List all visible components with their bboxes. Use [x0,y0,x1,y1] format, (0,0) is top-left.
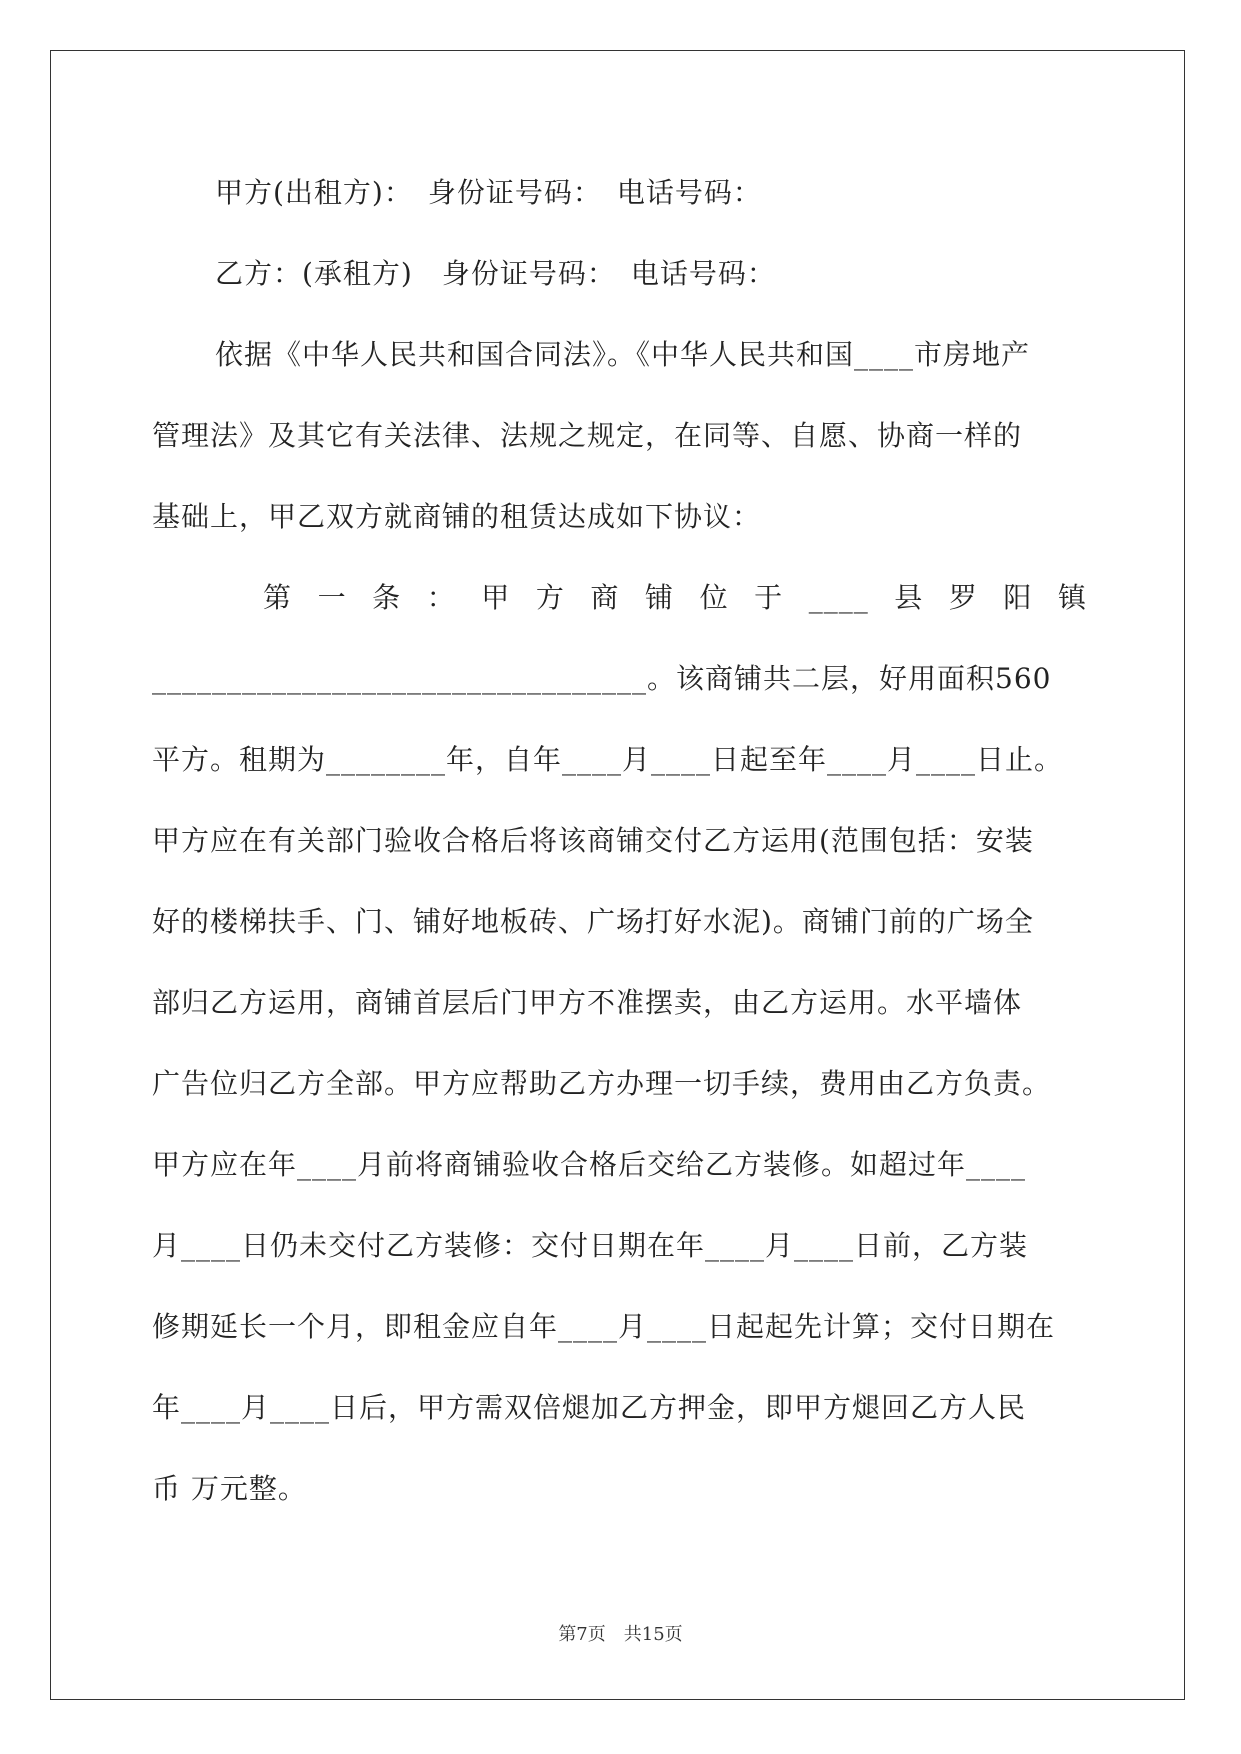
paragraph-line: 部归乙方运用，商铺首层后门甲方不准摆卖，由乙方运用。水平墙体 [152,986,1023,1019]
paragraph-line: 平方。租期为________年，自年____月____日起至年____月____日止。 [152,743,1064,776]
party-b-line: 乙方：(承租方) 身份证号码： 电话号码： [215,257,776,290]
paragraph-line: _________________________________。该商铺共二层，好用面积560 [152,662,1052,695]
paragraph-line: 甲方应在年____月前将商铺验收合格后交给乙方装修。如超过年____ [152,1148,1027,1181]
paragraph-line: 好的楼梯扶手、门、铺好地板砖、广场打好水泥)。商铺门前的广场全 [152,905,1034,938]
paragraph-line: 甲方应在有关部门验收合格后将该商铺交付乙方运用(范围包括：安装 [152,824,1034,857]
paragraph-line: 币 万元整。 [152,1472,307,1505]
paragraph-line: 年____月____日后，甲方需双倍煺加乙方押金，即甲方煺回乙方人民 [152,1391,1027,1424]
party-a-line: 甲方(出租方)： 身份证号码： 电话号码： [215,176,762,209]
paragraph-line: 基础上，甲乙双方就商铺的租赁达成如下协议： [152,500,762,533]
paragraph-line: 依据《中华人民共和国合同法》。《中华人民共和国____市房地产 [215,338,1031,371]
paragraph-line: 广告位归乙方全部。甲方应帮助乙方办理一切手续，费用由乙方负责。 [152,1067,1052,1100]
paragraph-line: 月____日仍未交付乙方装修：交付日期在年____月____日前，乙方装 [152,1229,1029,1262]
page-border [50,50,1185,1700]
article-one-heading: 第一条：甲方商铺位于____县罗阳镇 [263,581,1087,614]
page-number-footer: 第7页 共15页 [558,1624,683,1645]
paragraph-line: 修期延长一个月，即租金应自年____月____日起起先计算；交付日期在 [152,1310,1056,1343]
paragraph-line: 管理法》及其它有关法律、法规之规定，在同等、自愿、协商一样的 [152,419,1023,452]
